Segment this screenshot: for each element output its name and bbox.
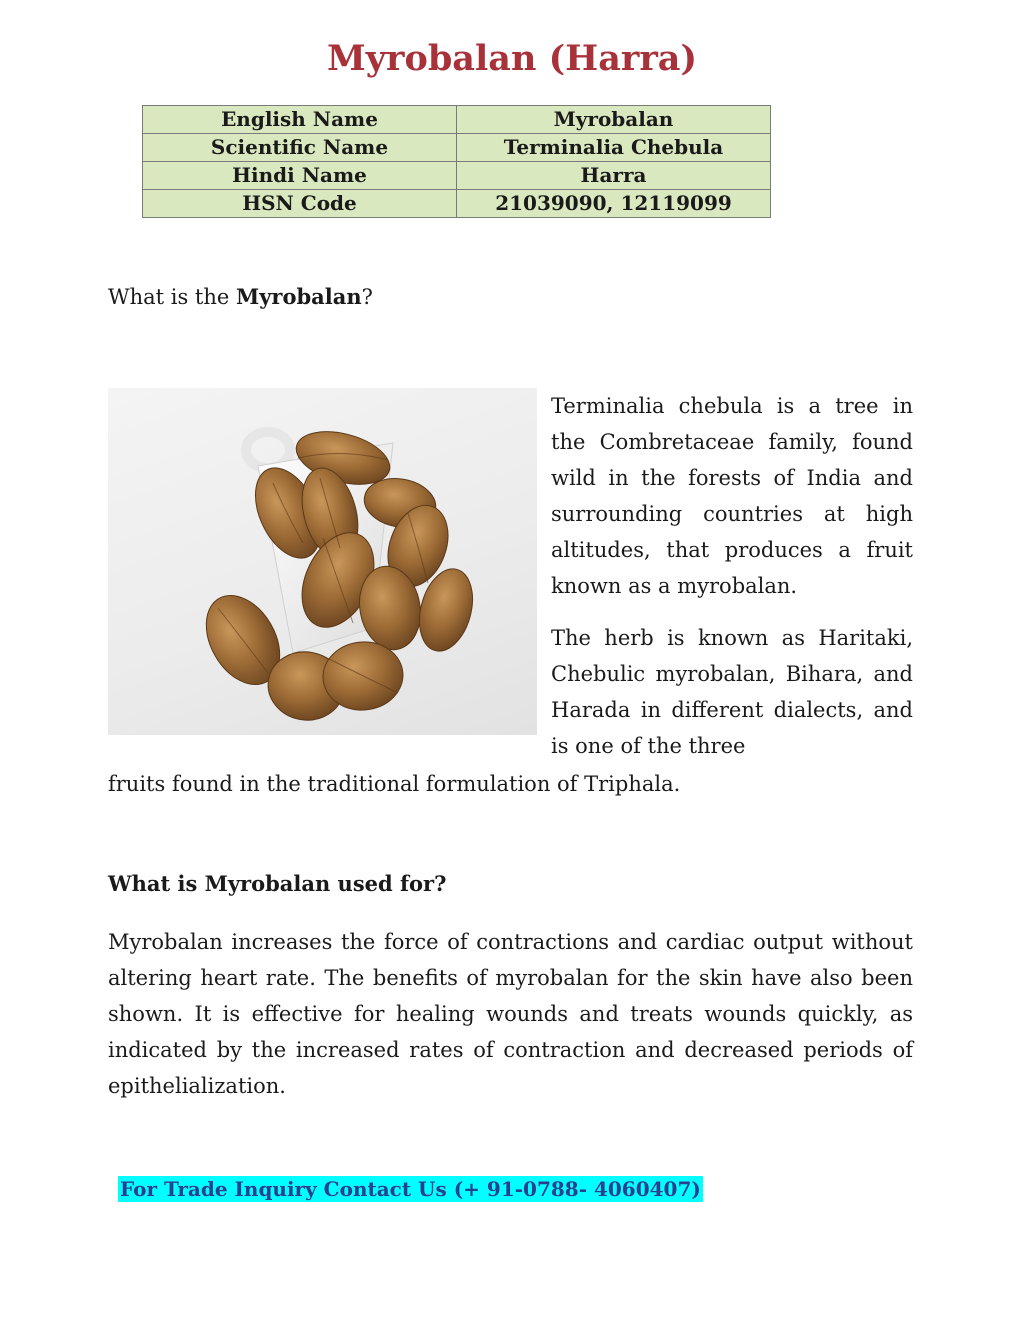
section1-question [108,284,373,309]
table-row [143,106,771,134]
question-bold: Myrobalan [235,284,362,309]
table-label: Hindi Name [143,162,457,190]
table-row [143,190,771,218]
trade-contact: For Trade Inquiry Contact Us (+ 91-0788- 4060407) [120,1177,701,1201]
names-paragraph-continued: fruits found in the traditional formulation of Triphala. [108,772,681,796]
table-label: HSN Code [143,190,457,218]
table-row [143,134,771,162]
table-value: 21039090, 12119099 [457,190,771,218]
table-value: Myrobalan [457,106,771,134]
table-label: English Name [143,106,457,134]
question-prefix: What is the [108,285,236,309]
info-table [142,105,771,218]
uses-paragraph: Myrobalan increases the force of contractions and cardiac output without altering heart rate. The benefits of myrobalan for the skin have also been shown. It is effective for healing wounds and treats wounds quickly, as indicated by the increased rates of contraction and decreased periods of epithelialization. [108,930,913,1098]
table-value: Terminalia Chebula [457,134,771,162]
table-row [143,162,771,190]
names-paragraph: The herb is known as Haritaki, Chebulic myrobalan, Bihara, and Harada in different dialects, and is one of the three [551,626,913,758]
table-value: Harra [457,162,771,190]
myrobalan-photo [108,388,537,735]
section2-heading: What is Myrobalan used for? [108,871,447,896]
intro-paragraph: Terminalia chebula is a tree in the Combretaceae family, found wild in the forests of India and surrounding countries at high altitudes, that produces a fruit known as a myrobalan. [551,394,913,598]
table-label: Scientific Name [143,134,457,162]
page-title: Myrobalan (Harra) [326,38,698,79]
question-suffix: ? [361,285,373,309]
